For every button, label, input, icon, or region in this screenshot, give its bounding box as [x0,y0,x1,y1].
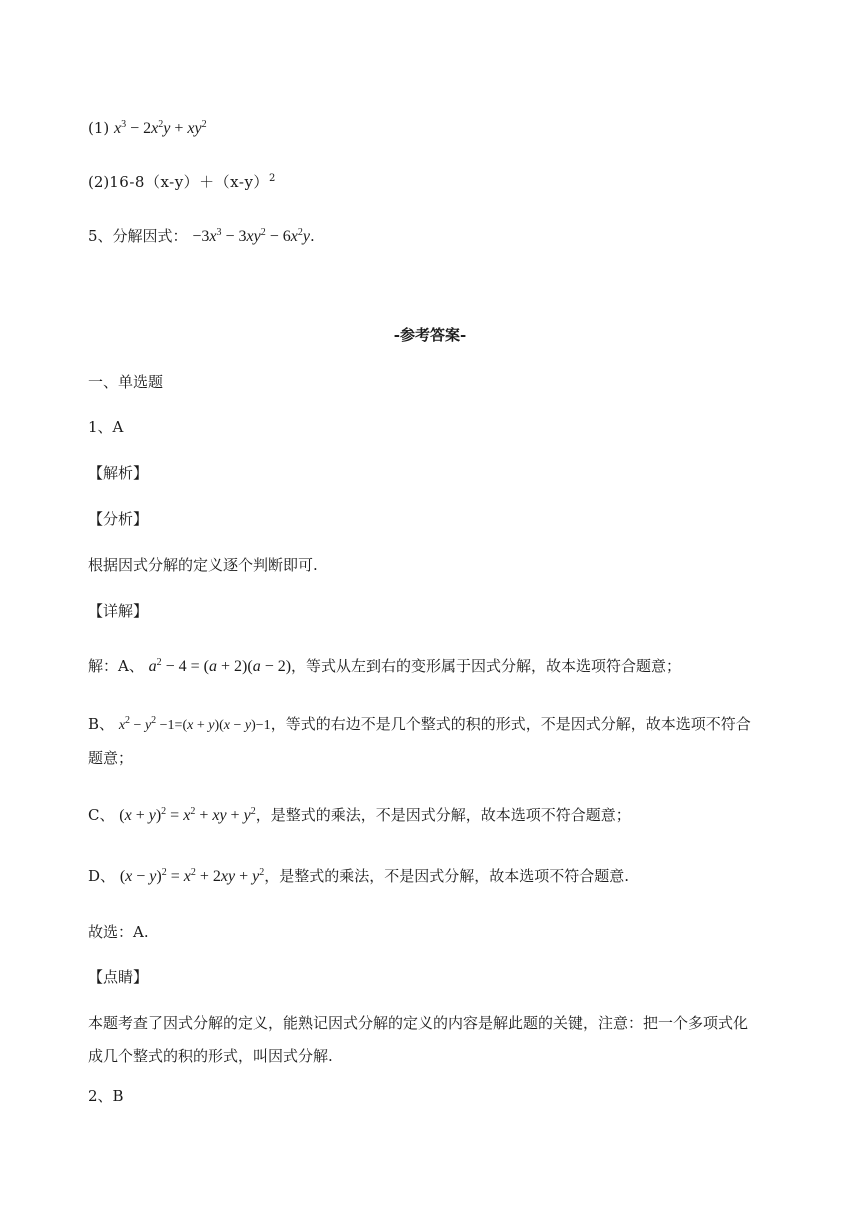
q4-item-1 [88,118,207,139]
xiangjie-label: 【详解】 [88,602,149,620]
fenxi-text: 根据因式分解的定义逐个判断即可. [88,556,318,574]
option-d-text: ，是整式的乘法，不是因式分解，故本选项不符合题意. [264,867,630,885]
option-c-analysis [88,805,631,826]
option-b-prefix: B、 [88,715,115,733]
jiexi-label: 【解析】 [88,464,149,482]
option-b-text: ，等式的右边不是几个整式的积的形式，不是因式分解，故本选项不符合 [270,715,751,733]
option-b-analysis [88,714,751,736]
option-c-prefix: C、 [88,806,115,824]
option-b-expression: $x^2 - y^2 -1=(x + y)(x - y)-1$ [118,715,271,733]
option-a-text: ，等式从左到右的变形属于因式分解，故本选项符合题意； [291,657,682,675]
answer-2: 2、B [88,1087,124,1105]
q4-item-2-exponent: 2 [268,173,276,184]
option-a-prefix: 解：A、 [88,657,144,675]
answers-heading: -参考答案- [393,326,467,344]
fenxi-label: 【分析】 [88,510,149,528]
dianjing-text-line-2: 成几个整式的积的形式，叫因式分解. [88,1047,333,1065]
dianjing-text-line-1: 本题考查了因式分解的定义，能熟记因式分解的定义的内容是解此题的关键，注意：把一个多项式化 [88,1014,749,1032]
q5-prefix: 5、分解因式： [88,227,188,245]
option-a-analysis [88,656,681,677]
dianjing-label: 【点睛】 [88,968,149,986]
q4-item-2-expression: 16-8（x-y）＋（x-y） [109,173,269,191]
q4-item-2-label: (2) [88,173,110,191]
option-b-text-continued: 题意； [88,749,134,767]
option-d-expression: $(x - y)^2 = x^2 + 2xy + y^2$ [119,867,265,885]
option-d-analysis [88,866,629,887]
q5-suffix: . [309,227,315,245]
q5-expression: $-3x^3 - 3xy^2 - 6x^2y$ [192,227,310,245]
q4-item-2 [88,172,275,192]
option-c-expression: $(x + y)^2 = x^2$ + xy + $y^2$ [119,806,256,824]
section-title: 一、单选题 [88,373,164,391]
answer-1: 1、A [88,418,124,436]
q4-item-1-label: (1) [88,119,110,137]
q5-line [88,226,315,247]
option-d-prefix: D、 [88,867,116,885]
option-a-expression: $a^2 - 4 = (a + 2)(a - 2)$ [148,657,292,675]
option-c-text: ，是整式的乘法，不是因式分解，故本选项不符合题意； [255,806,631,824]
conclusion: 故选：A. [88,923,149,941]
q4-item-1-expression: $x^3 - 2x^2y + xy^2$ [114,119,207,137]
